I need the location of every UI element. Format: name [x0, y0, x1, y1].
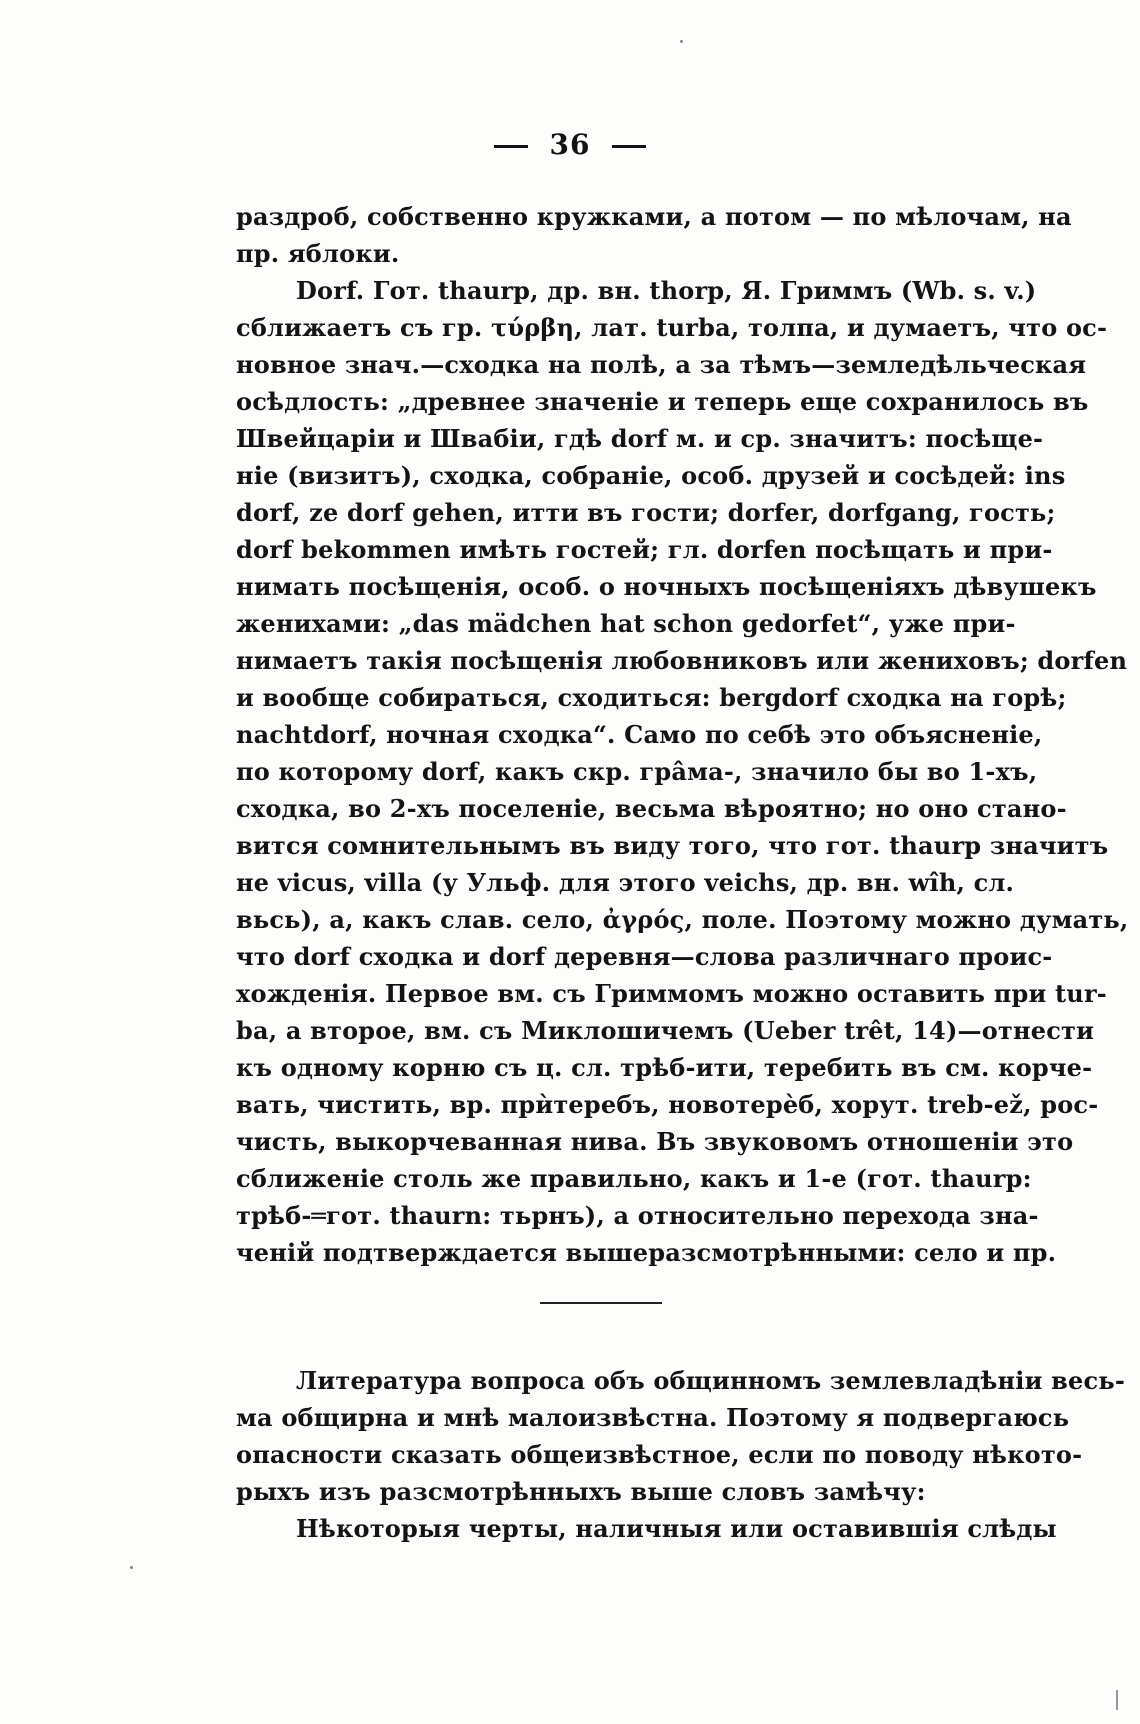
- page-number: 36: [549, 128, 591, 161]
- paragraph-continuation: [236, 198, 1072, 272]
- text-line: Швейцаріи и Швабіи, гдѣ dorf м. и ср. значитъ: посѣще-: [236, 424, 1044, 453]
- text-line: ченій подтверждается вышеразсмотрѣнными: село и пр.: [236, 1238, 1057, 1267]
- page-number-header: [0, 128, 1140, 161]
- text-line: опасности сказать общеизвѣстное, если по поводу нѣкото-: [236, 1440, 1083, 1469]
- text-line: вится сомнительнымъ въ виду того, что гот. thaurp значитъ: [236, 831, 1109, 860]
- text-line: сходка, во 2-хъ поселеніе, весьма вѣроятно; но оно стано-: [236, 794, 1067, 823]
- text-line: къ одному корню съ ц. сл. трѣб-ити, теребить въ см. корче-: [236, 1053, 1093, 1082]
- text-line: трѣб-═гот. thaurn: тьрнъ), а относительно перехода зна-: [236, 1201, 1039, 1230]
- text-line: dorf bekommen имѣть гостей; гл. dorfen посѣщать и при-: [236, 535, 1053, 564]
- text-line: хожденія. Первое вм. съ Гриммомъ можно оставить при tur-: [236, 979, 1107, 1008]
- right-dash: [612, 145, 646, 148]
- paper-speck: [680, 40, 683, 43]
- text-line: и вообще собираться, сходиться: bergdorf сходка на горѣ;: [236, 683, 1067, 712]
- text-line: по которому dorf, какъ скр. грâма-, значило бы во 1-хъ,: [236, 757, 1038, 786]
- scan-edge-mark: [1116, 1690, 1118, 1710]
- paragraph-literature: [236, 1362, 1125, 1547]
- text-line: вать, чистить, вр. прѝтеребъ, новотерѐб, хорут. treb-ež, рос-: [236, 1090, 1099, 1119]
- text-line: женихами: „das mädchen hat schon gedorfet“, уже при-: [236, 609, 1016, 638]
- text-line: что dorf сходка и dorf деревня—слова различнаго проис-: [236, 942, 1053, 971]
- text-line: Dorf. Гот. thaurp, др. вн. thorp, Я. Гриммъ (Wb. s. v.): [296, 276, 1037, 305]
- text-line: Литература вопроса объ общинномъ землевладѣніи весь-: [296, 1366, 1125, 1395]
- text-line: раздроб, собственно кружками, а потом — по мѣлочам, на: [236, 202, 1072, 231]
- text-line: нимать посѣщенія, особ. о ночныхъ посѣщеніяхъ дѣвушекъ: [236, 572, 1097, 601]
- text-line: нимаетъ такія посѣщенія любовниковъ или жениховъ; dorfen: [236, 646, 1128, 675]
- text-line: не vicus, villa (у Ульф. для этого veichs, др. вн. wîh, сл.: [236, 868, 1015, 897]
- text-line: осѣдлость: „древнее значеніе и теперь еще сохранилось въ: [236, 387, 1089, 416]
- text-line: Нѣкоторыя черты, наличныя или оставившія слѣды: [296, 1514, 1057, 1543]
- text-line: рыхъ изъ разсмотрѣнныхъ выше словъ замѣчу:: [236, 1477, 926, 1506]
- section-separator-rule: [540, 1302, 662, 1304]
- paper-speck: [130, 1566, 133, 1569]
- text-line: сближаетъ съ гр. τύρβη, лат. turba, толпа, и думаетъ, что ос-: [236, 313, 1108, 342]
- text-line: пр. яблоки.: [236, 239, 400, 268]
- text-line: новное знач.—сходка на полѣ, а за тѣмъ—земледѣльческая: [236, 350, 1087, 379]
- text-line: nachtdorf, ночная сходка“. Само по себѣ это объясненіе,: [236, 720, 1043, 749]
- text-line: сближеніе столь же правильно, какъ и 1-е (гот. thaurp:: [236, 1164, 1032, 1193]
- left-dash: [494, 145, 528, 148]
- text-line: ba, а второе, вм. съ Миклошичемъ (Ueber trêt, 14)—отнести: [236, 1016, 1095, 1045]
- text-line: dorf, ze dorf gehen, итти въ гости; dorfer, dorfgang, гость;: [236, 498, 1056, 527]
- text-line: ніе (визитъ), сходка, собраніе, особ. друзей и сосѣдей: ins: [236, 461, 1066, 490]
- text-line: ма общирна и мнѣ малоизвѣстна. Поэтому я подвергаюсь: [236, 1403, 1070, 1432]
- text-line: чисть, выкорчеванная нива. Въ звуковомъ отношеніи это: [236, 1127, 1074, 1156]
- paragraph-dorf: [236, 272, 1129, 1271]
- text-line: вьсь), а, какъ слав. село, ἀγρός, поле. Поэтому можно думать,: [236, 905, 1129, 934]
